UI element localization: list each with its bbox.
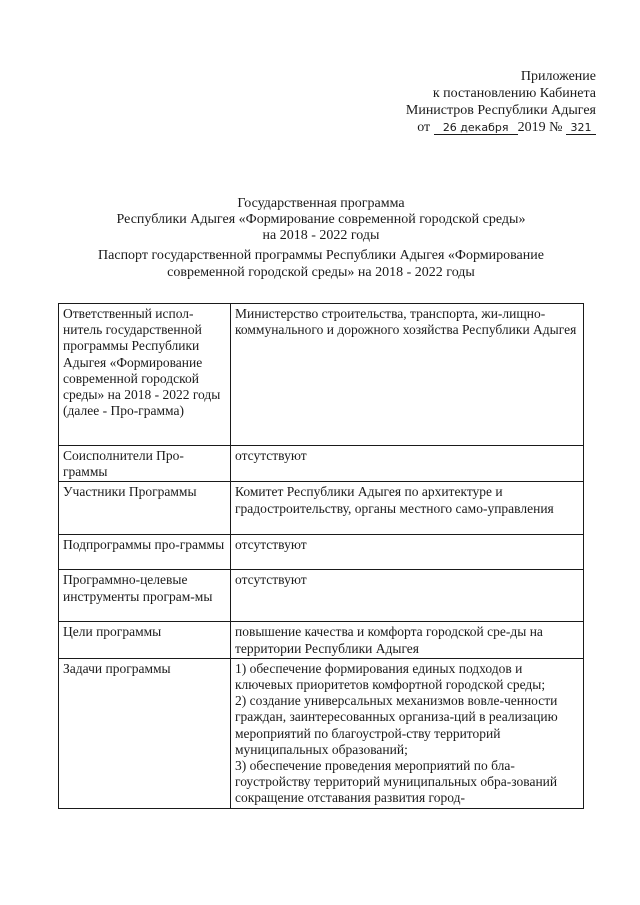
- date-prefix: от: [417, 120, 431, 135]
- task-item: 2) создание универсальных механизмов вовле-ченности граждан, заинтересованных организа-ций в реализацию мероприятий по благоустрой-ству территорий муниципальных образований;: [235, 693, 558, 757]
- row-label: Соисполнители Про-граммы: [59, 446, 231, 482]
- appendix-block: [296, 68, 596, 136]
- task-item: 1) обеспечение формирования единых подходов и ключевых приоритетов комфортной городской среды;: [235, 660, 546, 693]
- row-value: Комитет Республики Адыгея по архитектуре и градостроительству, органы местного само-управления: [231, 482, 584, 535]
- passport-table: [58, 303, 584, 809]
- appendix-title: Приложение: [520, 69, 596, 84]
- table-row: [59, 446, 584, 482]
- program-heading: [60, 196, 582, 244]
- row-value: отсутствуют: [231, 535, 584, 570]
- program-heading-line-1: Государственная программа: [237, 196, 405, 211]
- row-label: Цели программы: [59, 622, 231, 658]
- number-sign: №: [549, 120, 563, 135]
- program-heading-line-2: Республики Адыгея «Формирование современной городской среды»: [116, 212, 526, 227]
- appendix-cabinet-line: Министров Республики Адыгея: [405, 103, 596, 118]
- row-label: Участники Программы: [59, 482, 231, 535]
- program-heading-line-3: на 2018 - 2022 годы: [262, 228, 380, 243]
- row-value: повышение качества и комфорта городской сре-ды на территории Республики Адыгея: [231, 622, 584, 658]
- handwritten-date: 26 декабря: [434, 121, 518, 135]
- date-year: 2019: [517, 120, 546, 135]
- appendix-resolution-line: к постановлению Кабинета: [432, 86, 596, 101]
- row-value: отсутствуют: [231, 570, 584, 622]
- row-label: Программно-целевые инструменты програм-мы: [59, 570, 231, 622]
- table-row: [59, 482, 584, 535]
- table-row: [59, 622, 584, 658]
- table-row: [59, 570, 584, 622]
- row-value-tasks: [231, 658, 584, 808]
- row-value: отсутствуют: [231, 446, 584, 482]
- row-label: Подпрограммы про-граммы: [59, 535, 231, 570]
- table-row: [59, 535, 584, 570]
- passport-title-line-1: Паспорт государственной программы Республики Адыгея «Формирование: [98, 248, 544, 263]
- row-label: Ответственный испол-нитель государственной программы Республики Адыгея «Формирование современной городской среды» на 2018 - 2022 годы (далее - Про-грамма): [59, 304, 231, 446]
- passport-title: [60, 247, 582, 281]
- passport-title-line-2: современной городской среды» на 2018 - 2022 годы: [167, 265, 475, 280]
- appendix-date-line: [296, 119, 596, 136]
- task-item: 3) обеспечение проведения мероприятий по бла-гоустройству территорий муниципальных обра-зований сокращение отставания развития город-: [235, 758, 558, 806]
- handwritten-number: 321: [566, 121, 596, 135]
- table-row-tasks: [59, 658, 584, 808]
- row-label: Задачи программы: [59, 658, 231, 808]
- row-value: Министерство строительства, транспорта, жи-лищно-коммунального и дорожного хозяйства Республики Адыгея: [231, 304, 584, 446]
- table-row: [59, 304, 584, 446]
